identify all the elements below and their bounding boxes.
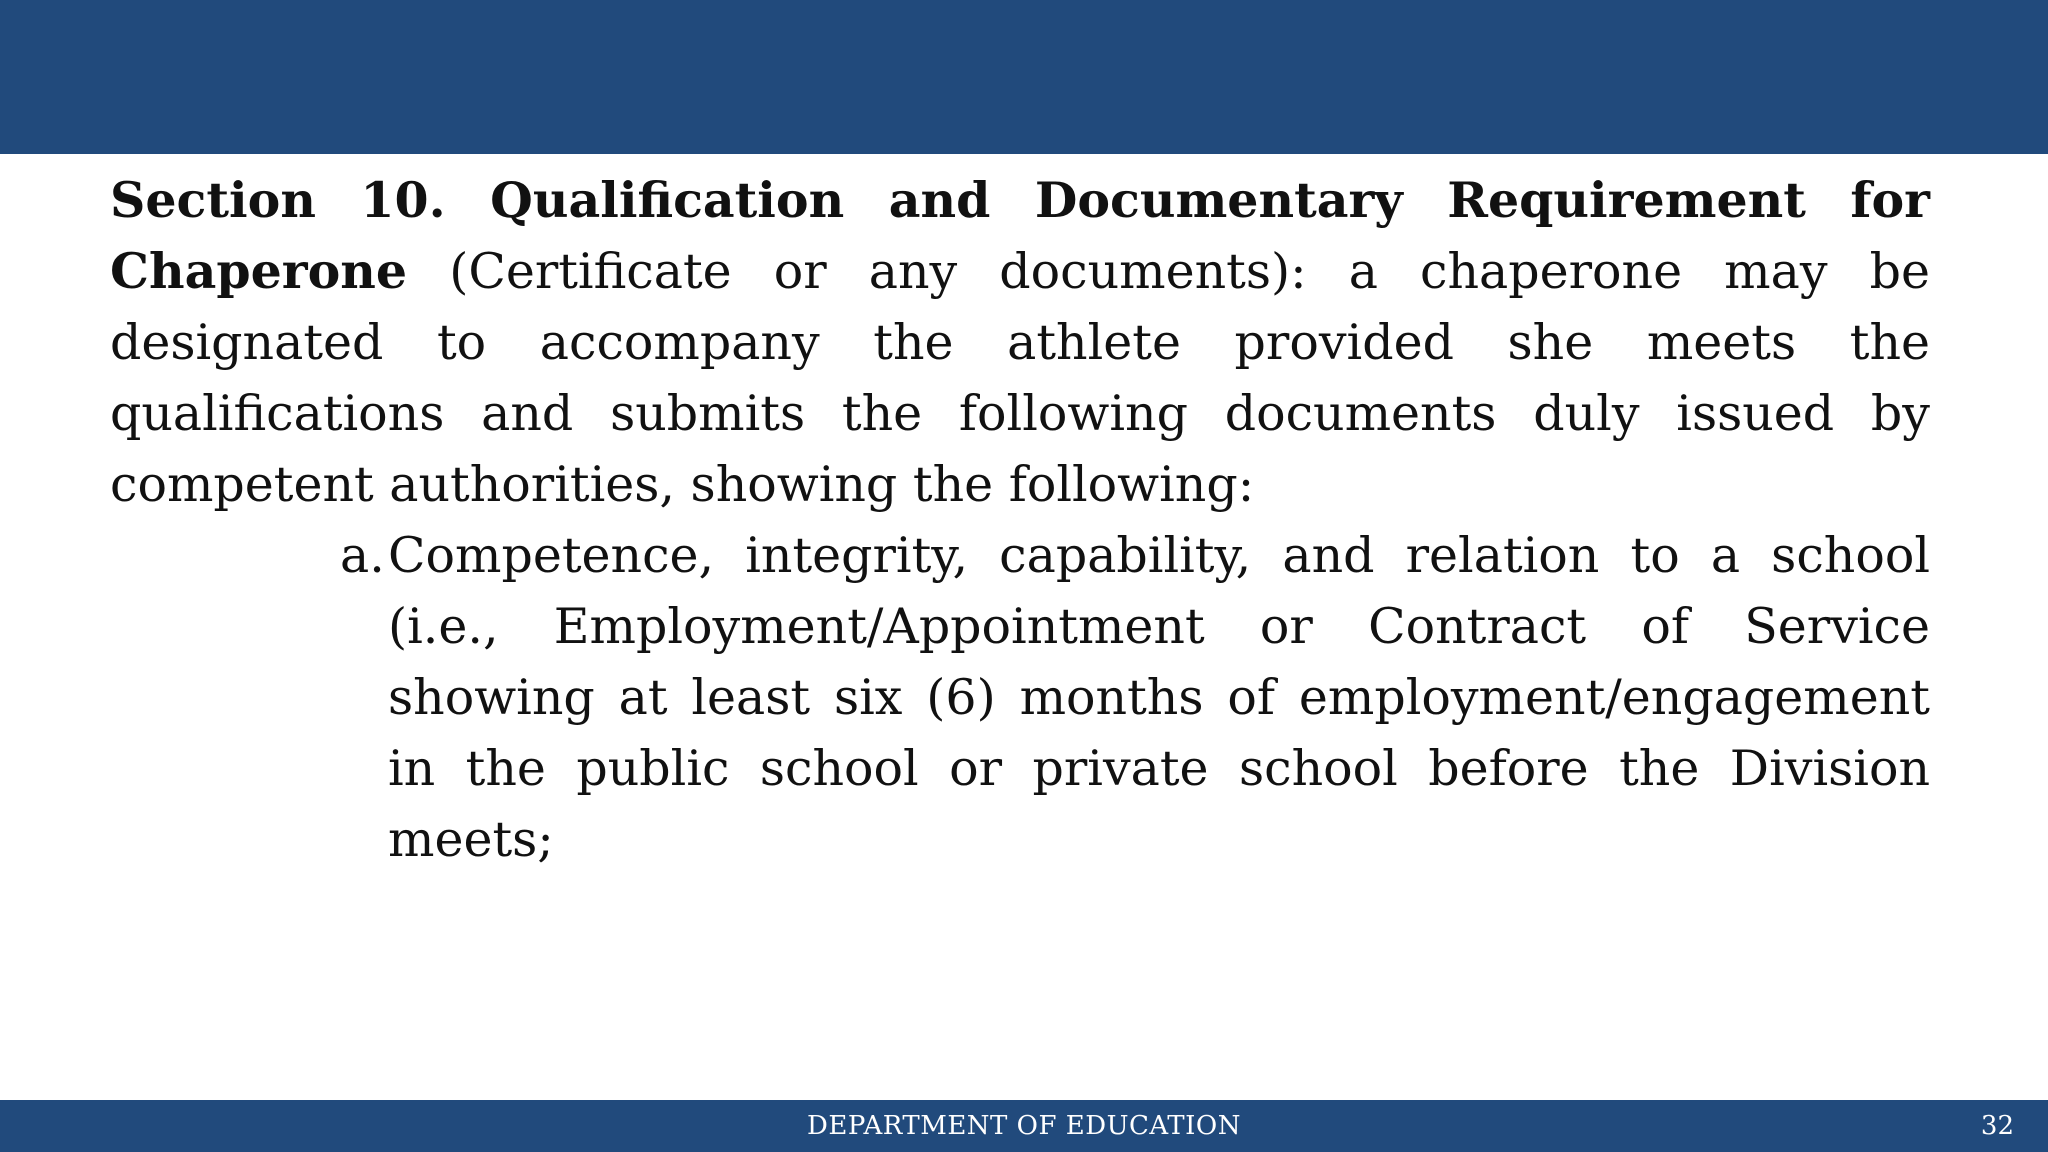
section-heading: Section 10. Qualification and Documentary Requirement for Chaperone (110, 171, 1930, 300)
footer-label: DEPARTMENT OF EDUCATION (807, 1111, 1241, 1141)
list-item (340, 520, 1930, 875)
header-band (0, 0, 2048, 154)
requirements-list (340, 520, 1930, 875)
list-item-marker: a. (340, 527, 385, 584)
page-number: 32 (1980, 1111, 2014, 1141)
section-paragraph (110, 165, 1930, 520)
list-item-text: Competence, integrity, capability, and relation to a school (i.e., Employment/Appointment or Contract of Service showing at least six (6) months of employment/engagement in the public school or private school before the Division meets; (388, 527, 1930, 868)
section-body: (Certificate or any documents): a chaperone may be designated to accompany the athlete provided she meets the qualifications and submits the following documents duly issued by competent authorities, showing the following: (110, 243, 1930, 513)
